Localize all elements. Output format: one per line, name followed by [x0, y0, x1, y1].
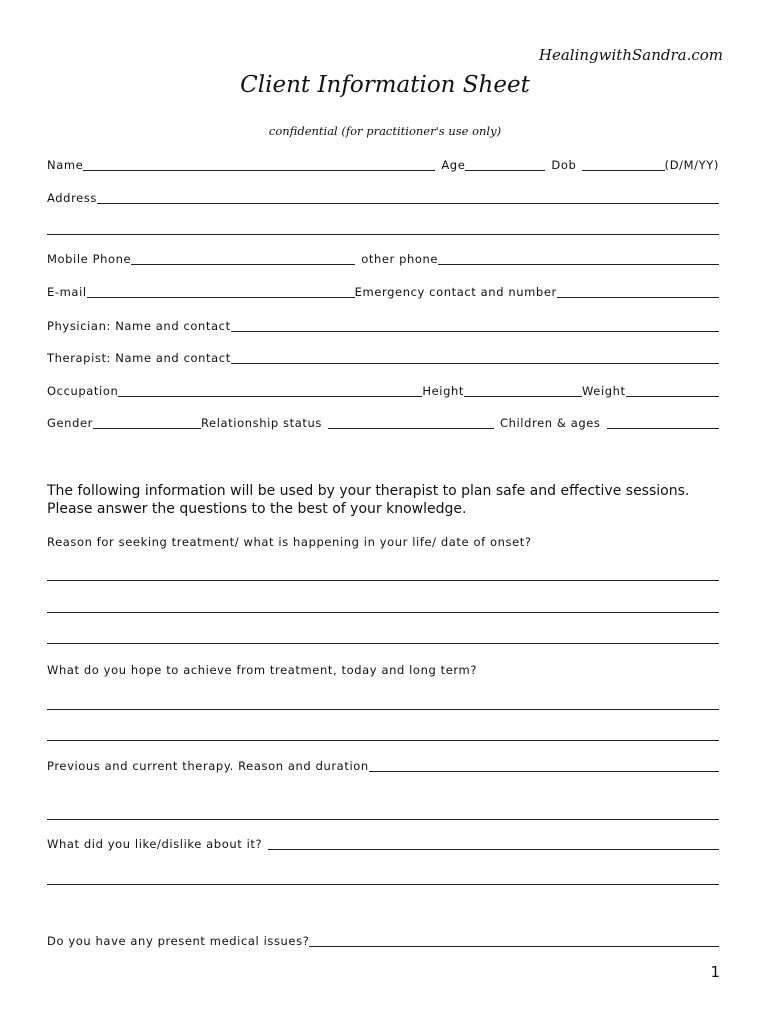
name-label: Name — [47, 158, 84, 172]
therapist-field[interactable] — [231, 362, 719, 364]
like-dislike-answer-line[interactable] — [47, 884, 719, 885]
reason-answer-line-2[interactable] — [47, 612, 719, 613]
site-name: HealingwithSandra.com — [538, 46, 723, 64]
intro-paragraph — [47, 482, 730, 518]
reason-question: Reason for seeking treatment/ what is happening in your life/ date of onset? — [47, 535, 532, 549]
relationship-status-field[interactable] — [328, 427, 494, 429]
other-phone-field[interactable] — [438, 263, 719, 265]
previous-therapy-row — [47, 759, 719, 775]
occupation-field[interactable] — [118, 395, 422, 397]
other-phone-label: other phone — [361, 252, 439, 266]
therapist-label: Therapist: Name and contact — [47, 351, 231, 365]
occupation-label: Occupation — [47, 384, 119, 398]
dob-field[interactable] — [582, 169, 664, 171]
previous-therapy-answer-line[interactable] — [47, 819, 719, 820]
emergency-contact-field[interactable] — [557, 296, 719, 298]
relationship-status-label: Relationship status — [200, 416, 322, 430]
age-label: Age — [441, 158, 466, 172]
name-field[interactable] — [83, 169, 435, 171]
medical-issues-row — [47, 934, 719, 950]
physician-row — [47, 319, 719, 335]
weight-field[interactable] — [626, 395, 719, 397]
medical-issues-question: Do you have any present medical issues? — [47, 934, 310, 948]
gender-row — [47, 416, 719, 432]
gender-label: Gender — [47, 416, 93, 430]
dob-label: Dob — [551, 158, 577, 172]
hope-answer-line-1[interactable] — [47, 709, 719, 710]
children-label: Children & ages — [499, 416, 601, 430]
email-label: E-mail — [47, 285, 87, 299]
address-label: Address — [47, 191, 97, 205]
email-row — [47, 285, 719, 301]
mobile-phone-field[interactable] — [131, 263, 355, 265]
address-row — [47, 191, 719, 207]
physician-field[interactable] — [231, 330, 719, 332]
email-field[interactable] — [87, 296, 355, 298]
gender-field[interactable] — [93, 427, 201, 429]
hope-answer-line-2[interactable] — [47, 740, 719, 741]
occupation-row — [47, 384, 719, 400]
reason-answer-line-1[interactable] — [47, 580, 719, 581]
dob-format-label: (D/M/YY) — [664, 158, 719, 172]
emergency-contact-label: Emergency contact and number — [354, 285, 557, 299]
intro-line-2: Please answer the questions to the best of your knowledge. — [47, 501, 467, 517]
intro-line-1: The following information will be used by your therapist to plan safe and effective sessions. — [47, 483, 690, 499]
mobile-phone-label: Mobile Phone — [47, 252, 132, 266]
address-field-line-2[interactable] — [47, 234, 719, 235]
height-label: Height — [422, 384, 464, 398]
children-field[interactable] — [607, 427, 719, 429]
like-dislike-row — [47, 837, 719, 853]
page-subtitle: confidential (for practitioner's use only) — [268, 124, 502, 138]
medical-issues-field[interactable] — [309, 945, 719, 947]
previous-therapy-question: Previous and current therapy. Reason and duration — [47, 759, 369, 773]
age-field[interactable] — [465, 169, 545, 171]
previous-therapy-field[interactable] — [369, 770, 719, 772]
physician-label: Physician: Name and contact — [47, 319, 231, 333]
address-field[interactable] — [97, 202, 719, 204]
hope-question: What do you hope to achieve from treatment, today and long term? — [47, 663, 478, 677]
height-field[interactable] — [464, 395, 582, 397]
phone-row — [47, 252, 719, 268]
like-dislike-field[interactable] — [268, 848, 719, 850]
reason-answer-line-3[interactable] — [47, 643, 719, 644]
name-age-dob-row — [47, 158, 719, 174]
weight-label: Weight — [582, 384, 626, 398]
page-title: Client Information Sheet — [240, 72, 530, 98]
like-dislike-question: What did you like/dislike about it? — [47, 837, 263, 851]
therapist-row — [47, 351, 719, 367]
page-number: 1 — [710, 963, 720, 981]
